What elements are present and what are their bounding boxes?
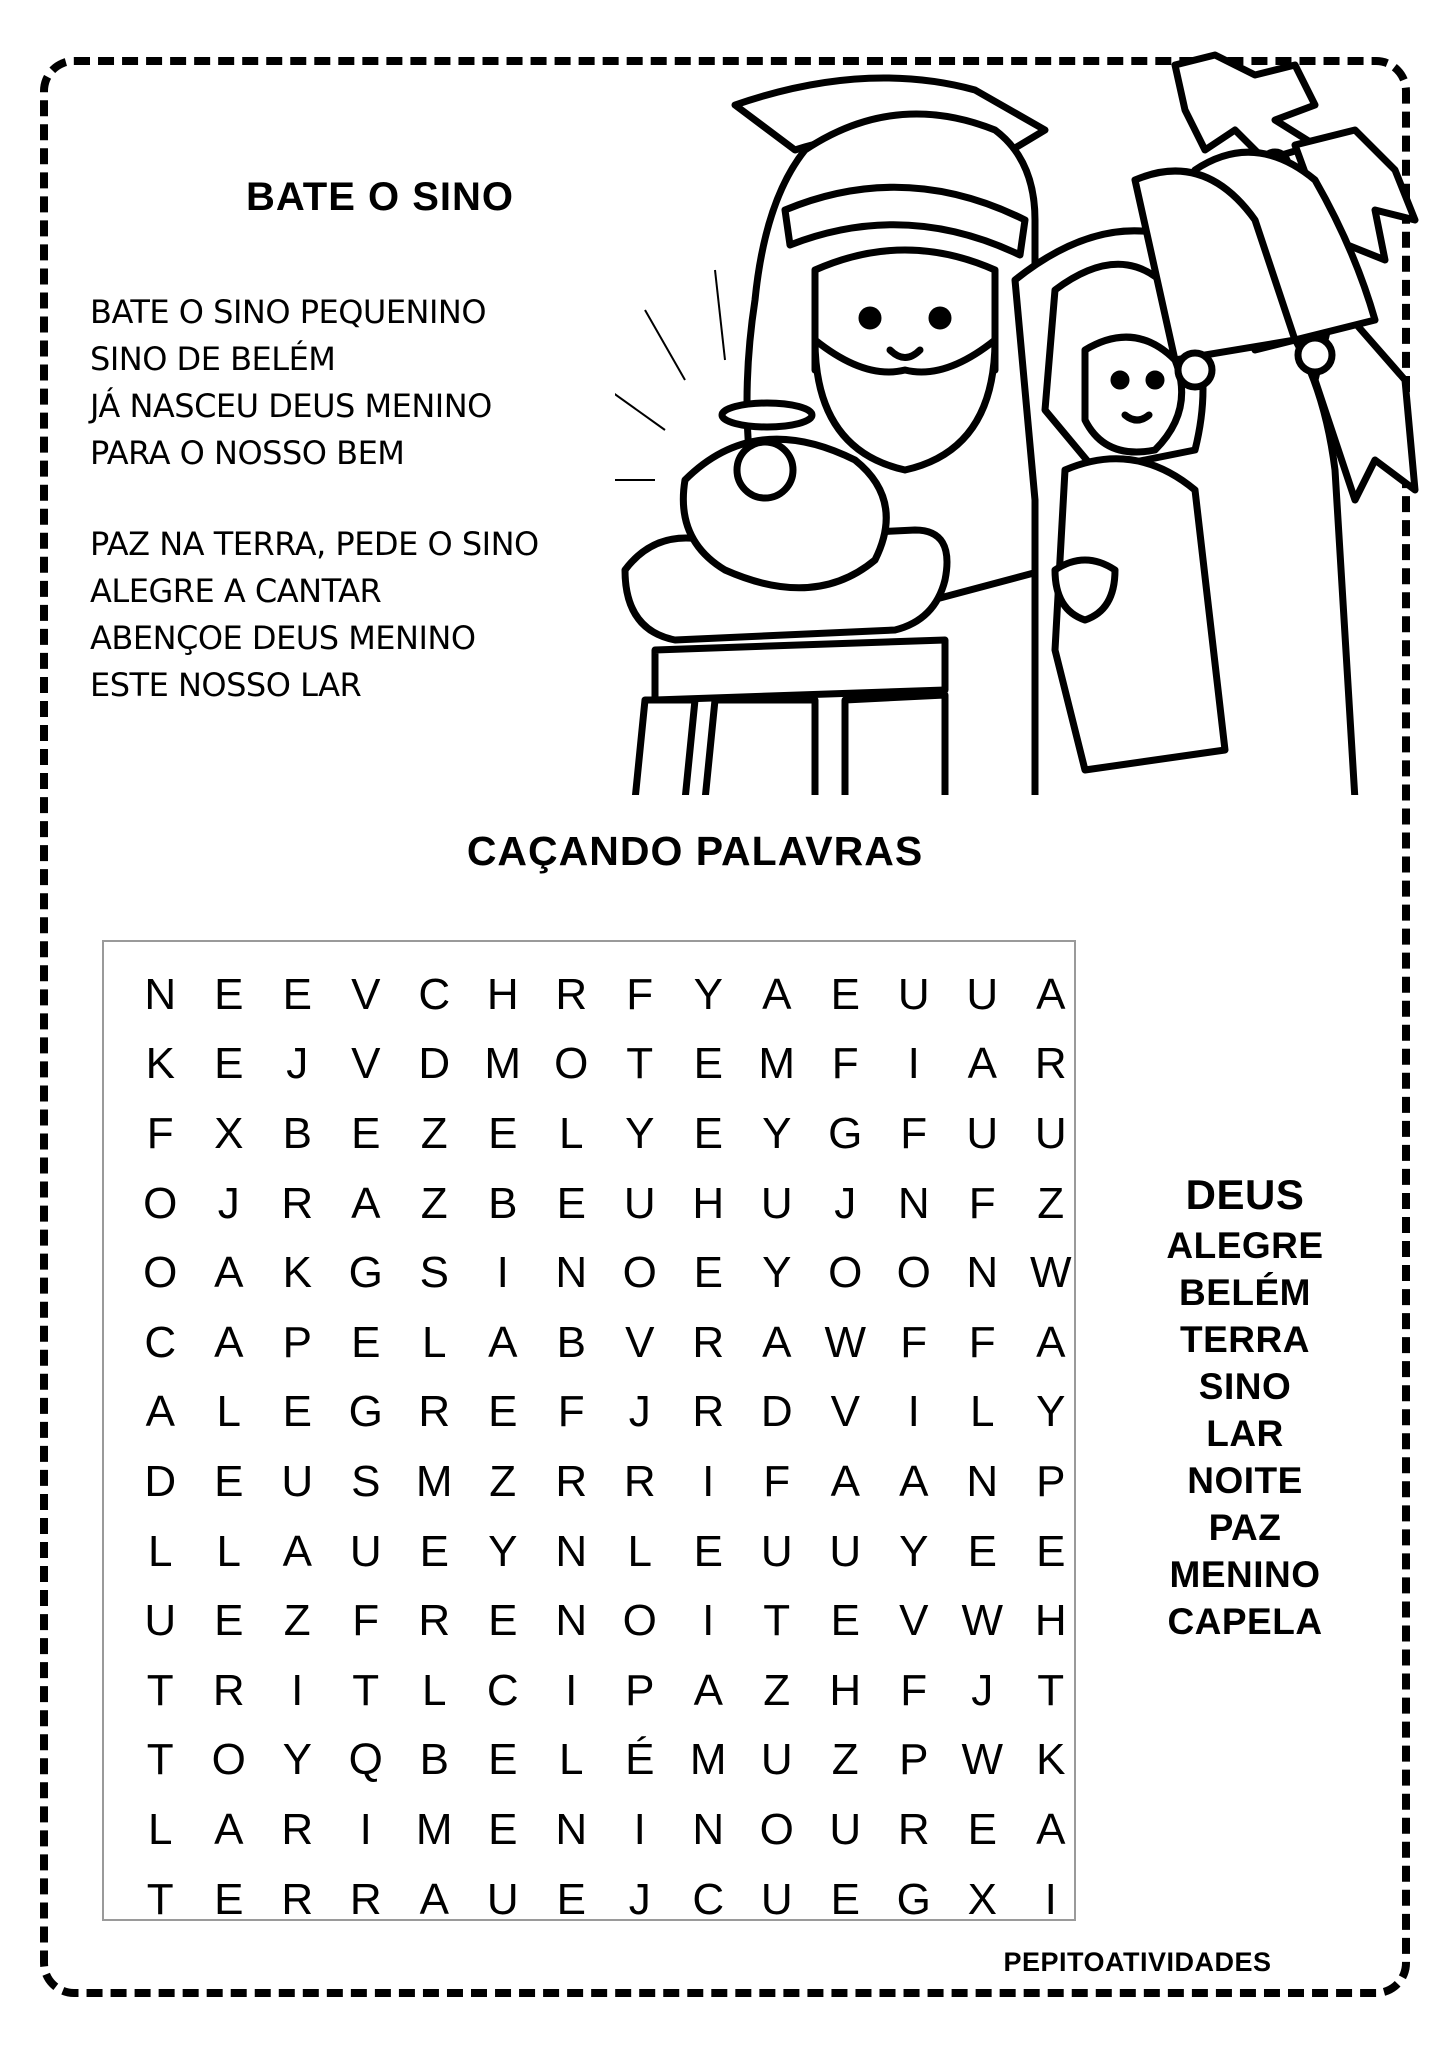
grid-letter[interactable]: A	[214, 1804, 244, 1854]
grid-letter[interactable]: L	[559, 1735, 584, 1785]
grid-letter[interactable]: H	[486, 969, 519, 1019]
grid-letter[interactable]: B	[282, 1108, 312, 1158]
grid-letter[interactable]: S	[351, 1456, 381, 1506]
grid-letter[interactable]: J	[628, 1874, 651, 1924]
grid-letter[interactable]: A	[967, 1039, 997, 1089]
grid-letter[interactable]: N	[555, 1248, 588, 1298]
grid-letter[interactable]: A	[145, 1387, 175, 1437]
grid-letter[interactable]: E	[693, 1039, 723, 1089]
grid-letter[interactable]: U	[760, 1178, 793, 1228]
grid-letter[interactable]: R	[212, 1665, 245, 1715]
grid-letter[interactable]: E	[488, 1108, 518, 1158]
grid-letter[interactable]: G	[348, 1387, 383, 1437]
grid-letter[interactable]: T	[146, 1874, 174, 1924]
grid-letter[interactable]: F	[968, 1317, 996, 1367]
grid-letter[interactable]: J	[628, 1387, 651, 1437]
grid-letter[interactable]: Y	[762, 1108, 792, 1158]
song-title: BATE O SINO	[245, 175, 515, 219]
grid-letter[interactable]: O	[143, 1248, 178, 1298]
grid-letter[interactable]: H	[829, 1665, 862, 1715]
word-list-item: DEUS	[1185, 1171, 1305, 1218]
grid-letter[interactable]: T	[626, 1039, 654, 1089]
grid-letter[interactable]: F	[352, 1596, 380, 1646]
grid-letter[interactable]: O	[828, 1248, 863, 1298]
grid-letter[interactable]: L	[422, 1665, 447, 1715]
grid-letter[interactable]: U	[281, 1456, 314, 1506]
grid-letter[interactable]: O	[622, 1596, 657, 1646]
grid-letter[interactable]: N	[144, 969, 177, 1019]
grid-letter[interactable]: R	[1034, 1039, 1067, 1089]
grid-letter[interactable]: E	[830, 969, 860, 1019]
grid-letter[interactable]: N	[966, 1456, 999, 1506]
grid-letter[interactable]: U	[897, 969, 930, 1019]
grid-letter[interactable]: I	[359, 1804, 372, 1854]
grid-letter[interactable]: Q	[348, 1735, 383, 1785]
grid-letter[interactable]: R	[897, 1804, 930, 1854]
grid-letter[interactable]: M	[415, 1804, 453, 1854]
grid-letter[interactable]: X	[214, 1108, 244, 1158]
verse-line: ESTE NOSSO LAR	[90, 666, 362, 704]
grid-letter[interactable]: E	[488, 1387, 518, 1437]
grid-letter[interactable]: A	[282, 1526, 312, 1576]
grid-letter[interactable]: E	[830, 1874, 860, 1924]
grid-letter[interactable]: R	[281, 1804, 314, 1854]
grid-letter[interactable]: P	[1036, 1456, 1066, 1506]
grid-letter[interactable]: R	[281, 1178, 314, 1228]
grid-letter[interactable]: P	[625, 1665, 655, 1715]
grid-letter[interactable]: O	[554, 1039, 589, 1089]
grid-letter[interactable]: K	[282, 1248, 312, 1298]
grid-letter[interactable]: I	[291, 1665, 304, 1715]
grid-letter[interactable]: R	[692, 1387, 725, 1437]
grid-letter[interactable]: E	[214, 1596, 244, 1646]
grid-letter[interactable]: E	[419, 1526, 449, 1576]
credit-footer: PEPITOATIVIDADES	[1003, 1947, 1272, 1977]
grid-letter[interactable]: E	[693, 1248, 723, 1298]
grid-letter[interactable]: V	[899, 1596, 929, 1646]
grid-letter[interactable]: T	[763, 1596, 791, 1646]
grid-letter[interactable]: E	[967, 1526, 997, 1576]
grid-letter[interactable]: A	[693, 1665, 723, 1715]
grid-letter[interactable]: Y	[693, 969, 723, 1019]
grid-letter[interactable]: U	[1034, 1108, 1067, 1158]
grid-letter[interactable]: L	[970, 1387, 995, 1437]
grid-letter[interactable]: U	[144, 1596, 177, 1646]
grid-letter[interactable]: E	[351, 1317, 381, 1367]
grid-letter[interactable]: F	[900, 1317, 928, 1367]
grid-letter[interactable]: V	[830, 1387, 860, 1437]
verse-line: BATE O SINO PEQUENINO	[90, 293, 487, 331]
word-list-item: SINO	[1198, 1366, 1292, 1407]
grid-letter[interactable]: L	[148, 1804, 173, 1854]
grid-letter[interactable]: T	[352, 1665, 380, 1715]
grid-letter[interactable]: L	[422, 1317, 447, 1367]
grid-letter[interactable]: J	[286, 1039, 309, 1089]
grid-letter[interactable]: E	[488, 1735, 518, 1785]
grid-letter[interactable]: F	[968, 1178, 996, 1228]
grid-letter[interactable]: M	[758, 1039, 796, 1089]
grid-letter[interactable]: A	[762, 969, 792, 1019]
grid-letter[interactable]: E	[967, 1804, 997, 1854]
grid-letter[interactable]: U	[829, 1526, 862, 1576]
grid-letter[interactable]: O	[896, 1248, 931, 1298]
grid-letter[interactable]: G	[896, 1874, 931, 1924]
grid-letter[interactable]: B	[488, 1178, 518, 1228]
grid-letter[interactable]: Y	[488, 1526, 518, 1576]
grid-letter[interactable]: L	[148, 1526, 173, 1576]
grid-letter[interactable]: A	[1036, 1317, 1066, 1367]
grid-letter[interactable]: L	[216, 1387, 241, 1437]
grid-letter[interactable]: I	[702, 1456, 715, 1506]
grid-letter[interactable]: L	[627, 1526, 652, 1576]
grid-letter[interactable]: I	[496, 1248, 509, 1298]
grid-letter[interactable]: X	[967, 1874, 997, 1924]
grid-letter[interactable]: A	[488, 1317, 518, 1367]
grid-letter[interactable]: O	[759, 1804, 794, 1854]
grid-letter[interactable]: M	[484, 1039, 522, 1089]
grid-letter[interactable]: F	[900, 1108, 928, 1158]
nativity-scene-icon	[615, 50, 1430, 795]
grid-letter[interactable]: A	[762, 1317, 792, 1367]
grid-letter[interactable]: K	[145, 1039, 175, 1089]
grid-letter[interactable]: Z	[763, 1665, 791, 1715]
grid-letter[interactable]: Z	[283, 1596, 311, 1646]
verse-line: SINO DE BELÉM	[90, 340, 336, 378]
grid-letter[interactable]: Z	[420, 1108, 448, 1158]
grid-letter[interactable]: I	[907, 1387, 920, 1437]
word-list	[1135, 1168, 1355, 1645]
grid-letter[interactable]: Y	[625, 1108, 655, 1158]
grid-letter[interactable]: A	[1036, 969, 1066, 1019]
grid-letter[interactable]: U	[829, 1804, 862, 1854]
grid-letter[interactable]: E	[214, 1456, 244, 1506]
grid-letter[interactable]: E	[488, 1596, 518, 1646]
word-list-item: TERRA	[1180, 1319, 1310, 1360]
word-list-item: MENINO	[1169, 1554, 1321, 1595]
grid-letter[interactable]: R	[555, 1456, 588, 1506]
grid-letter[interactable]: Y	[762, 1248, 792, 1298]
grid-letter[interactable]: R	[418, 1596, 451, 1646]
grid-letter[interactable]: V	[351, 1039, 381, 1089]
grid-letter[interactable]: L	[559, 1108, 584, 1158]
grid-letter[interactable]: J	[834, 1178, 857, 1228]
grid-letter[interactable]: Z	[489, 1456, 517, 1506]
grid-letter[interactable]: R	[623, 1456, 656, 1506]
grid-letter[interactable]: U	[486, 1874, 519, 1924]
grid-letter[interactable]: D	[418, 1039, 451, 1089]
verse-line: PARA O NOSSO BEM	[90, 434, 405, 472]
grid-letter[interactable]: J	[971, 1665, 994, 1715]
grid-letter[interactable]: E	[556, 1178, 586, 1228]
grid-letter[interactable]: E	[351, 1108, 381, 1158]
grid-letter[interactable]: E	[282, 1387, 312, 1437]
grid-letter[interactable]: U	[349, 1526, 382, 1576]
grid-letter[interactable]: S	[419, 1248, 449, 1298]
grid-letter[interactable]: I	[907, 1039, 920, 1089]
grid-letter[interactable]: F	[763, 1456, 791, 1506]
grid-letter[interactable]: N	[897, 1178, 930, 1228]
word-list-item: NOITE	[1187, 1460, 1303, 1501]
grid-letter[interactable]: U	[760, 1526, 793, 1576]
grid-letter[interactable]: Z	[1037, 1178, 1065, 1228]
grid-letter[interactable]: N	[966, 1248, 999, 1298]
grid-letter[interactable]: R	[692, 1317, 725, 1367]
grid-letter[interactable]: L	[216, 1526, 241, 1576]
verse-line: ALEGRE A CANTAR	[90, 572, 382, 610]
grid-letter[interactable]: T	[1037, 1665, 1065, 1715]
grid-letter[interactable]: A	[1036, 1804, 1066, 1854]
grid-letter[interactable]: F	[146, 1108, 174, 1158]
grid-letter[interactable]: E	[488, 1804, 518, 1854]
grid-letter[interactable]: E	[214, 969, 244, 1019]
grid-letter[interactable]: F	[831, 1039, 859, 1089]
grid-letter[interactable]: C	[418, 969, 451, 1019]
grid-letter[interactable]: I	[633, 1804, 646, 1854]
grid-letter[interactable]: E	[830, 1596, 860, 1646]
grid-letter[interactable]: I	[702, 1596, 715, 1646]
grid-letter[interactable]: U	[623, 1178, 656, 1228]
song-verse-2	[90, 521, 539, 709]
grid-letter[interactable]: U	[966, 1108, 999, 1158]
word-list-item: BELÉM	[1179, 1272, 1311, 1313]
grid-letter[interactable]: C	[692, 1874, 725, 1924]
grid-letter[interactable]: A	[214, 1317, 244, 1367]
grid-letter[interactable]: A	[351, 1178, 381, 1228]
grid-letter[interactable]: A	[899, 1456, 929, 1506]
puzzle-title: CAÇANDO PALAVRAS	[466, 828, 924, 874]
grid-letter[interactable]: E	[693, 1526, 723, 1576]
grid-letter[interactable]: G	[348, 1248, 383, 1298]
grid-letter[interactable]: D	[760, 1387, 793, 1437]
grid-letter[interactable]: E	[282, 969, 312, 1019]
grid-letter[interactable]: É	[625, 1735, 655, 1785]
grid-letter[interactable]: N	[555, 1596, 588, 1646]
grid-letter[interactable]: A	[830, 1456, 860, 1506]
grid-letter[interactable]: D	[144, 1456, 177, 1506]
grid-letter[interactable]: W	[1029, 1248, 1072, 1298]
grid-letter[interactable]: P	[282, 1317, 312, 1367]
grid-letter[interactable]: U	[966, 969, 999, 1019]
grid-letter[interactable]: B	[556, 1317, 586, 1367]
grid-letter[interactable]: O	[622, 1248, 657, 1298]
grid-letter[interactable]: C	[486, 1665, 519, 1715]
word-list-item: CAPELA	[1167, 1601, 1323, 1642]
grid-letter[interactable]: N	[555, 1526, 588, 1576]
word-list-item: PAZ	[1208, 1507, 1282, 1548]
grid-letter[interactable]: H	[1034, 1596, 1067, 1646]
word-list-item: ALEGRE	[1166, 1225, 1324, 1266]
grid-letter[interactable]: B	[419, 1735, 449, 1785]
grid-letter[interactable]: U	[760, 1874, 793, 1924]
grid-letter[interactable]: E	[214, 1039, 244, 1089]
grid-letter[interactable]: E	[693, 1108, 723, 1158]
grid-letter[interactable]: O	[211, 1735, 246, 1785]
grid-letter[interactable]: R	[418, 1387, 451, 1437]
grid-letter[interactable]: V	[351, 969, 381, 1019]
grid-letter[interactable]: A	[419, 1874, 449, 1924]
grid-letter[interactable]: Y	[282, 1735, 312, 1785]
grid-letter[interactable]: N	[692, 1804, 725, 1854]
grid-letter[interactable]: A	[214, 1248, 244, 1298]
grid-letter[interactable]: V	[625, 1317, 655, 1367]
grid-letter[interactable]: R	[281, 1874, 314, 1924]
word-list-item: LAR	[1206, 1413, 1284, 1454]
grid-letter[interactable]: Z	[420, 1178, 448, 1228]
grid-letter[interactable]: F	[626, 969, 654, 1019]
grid-letter[interactable]: H	[692, 1178, 725, 1228]
grid-letter[interactable]: Y	[1036, 1387, 1066, 1437]
grid-letter[interactable]: I	[1044, 1874, 1057, 1924]
grid-letter[interactable]: K	[1036, 1735, 1066, 1785]
grid-letter[interactable]: W	[961, 1596, 1004, 1646]
grid-letter[interactable]: R	[349, 1874, 382, 1924]
word-search-grid	[102, 940, 1076, 1924]
verse-line: ABENÇOE DEUS MENINO	[90, 619, 476, 657]
grid-letter[interactable]: W	[824, 1317, 867, 1367]
grid-letter[interactable]: F	[900, 1665, 928, 1715]
grid-letter[interactable]: O	[143, 1178, 178, 1228]
grid-letter[interactable]: M	[689, 1735, 727, 1785]
grid-letter[interactable]: Y	[899, 1526, 929, 1576]
grid-letter[interactable]: F	[557, 1387, 585, 1437]
grid-letter[interactable]: G	[828, 1108, 863, 1158]
grid-letter[interactable]: Z	[831, 1735, 859, 1785]
grid-letter[interactable]: P	[899, 1735, 929, 1785]
grid-letter[interactable]: W	[961, 1735, 1004, 1785]
grid-letter[interactable]: E	[214, 1874, 244, 1924]
grid-letter[interactable]: T	[146, 1665, 174, 1715]
song-verse-1	[90, 289, 492, 477]
grid-letter[interactable]: N	[555, 1804, 588, 1854]
grid-letter[interactable]: E	[1036, 1526, 1066, 1576]
grid-letter[interactable]: C	[144, 1317, 177, 1367]
grid-letter[interactable]: U	[760, 1735, 793, 1785]
grid-letter[interactable]: T	[146, 1735, 174, 1785]
grid-letter[interactable]: J	[217, 1178, 240, 1228]
grid-letter[interactable]: I	[565, 1665, 578, 1715]
verse-line: PAZ NA TERRA, PEDE O SINO	[90, 525, 539, 563]
grid-letter[interactable]: R	[555, 969, 588, 1019]
verse-line: JÁ NASCEU DEUS MENINO	[90, 387, 492, 425]
grid-letter[interactable]: M	[415, 1456, 453, 1506]
grid-letter[interactable]: E	[556, 1874, 586, 1924]
